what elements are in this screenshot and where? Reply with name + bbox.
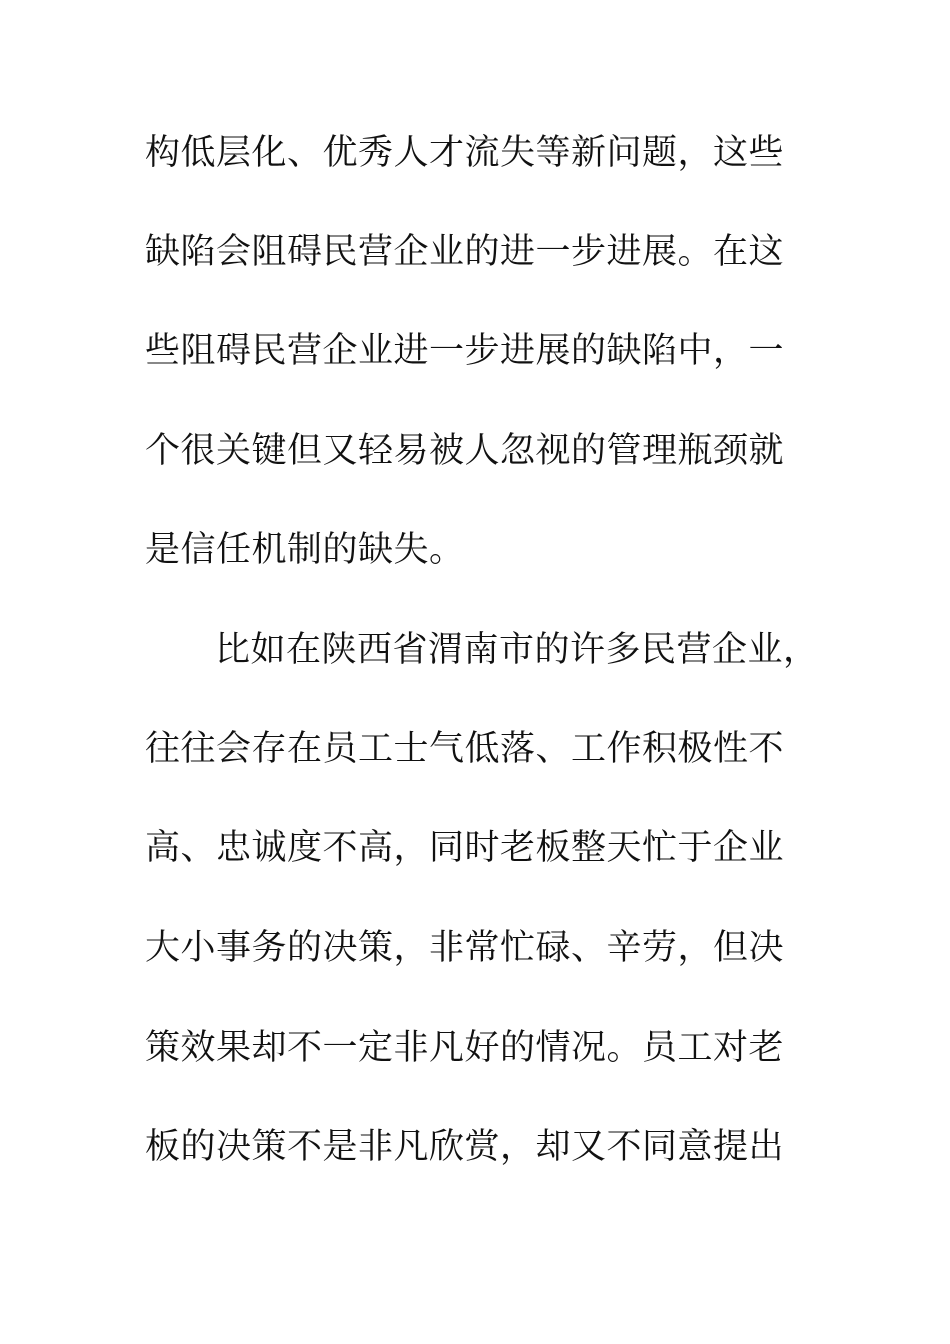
text-line: 往往会存在员工士气低落、工作积极性不 (145, 729, 785, 769)
text-line: 板的决策不是非凡欣赏，却又不同意提出 (145, 1127, 785, 1167)
text-line: 些阻碍民营企业进一步进展的缺陷中，一 (145, 331, 785, 371)
text-line: 大小事务的决策，非常忙碌、辛劳，但决 (145, 928, 785, 968)
text-line: 个很关键但又轻易被人忽视的管理瓶颈就 (145, 431, 785, 471)
text-line: 策效果却不一定非凡好的情况。员工对老 (145, 1028, 785, 1068)
text-line: 高、忠诚度不高，同时老板整天忙于企业 (145, 828, 785, 868)
text-line: 缺陷会阻碍民营企业的进一步进展。在这 (145, 232, 785, 272)
text-line: 是信任机制的缺失。 (145, 530, 465, 570)
text-line: 构低层化、优秀人才流失等新问题，这些 (145, 133, 785, 173)
paragraph-first-line: 比如在陕西省渭南市的许多民营企业， (215, 630, 819, 670)
